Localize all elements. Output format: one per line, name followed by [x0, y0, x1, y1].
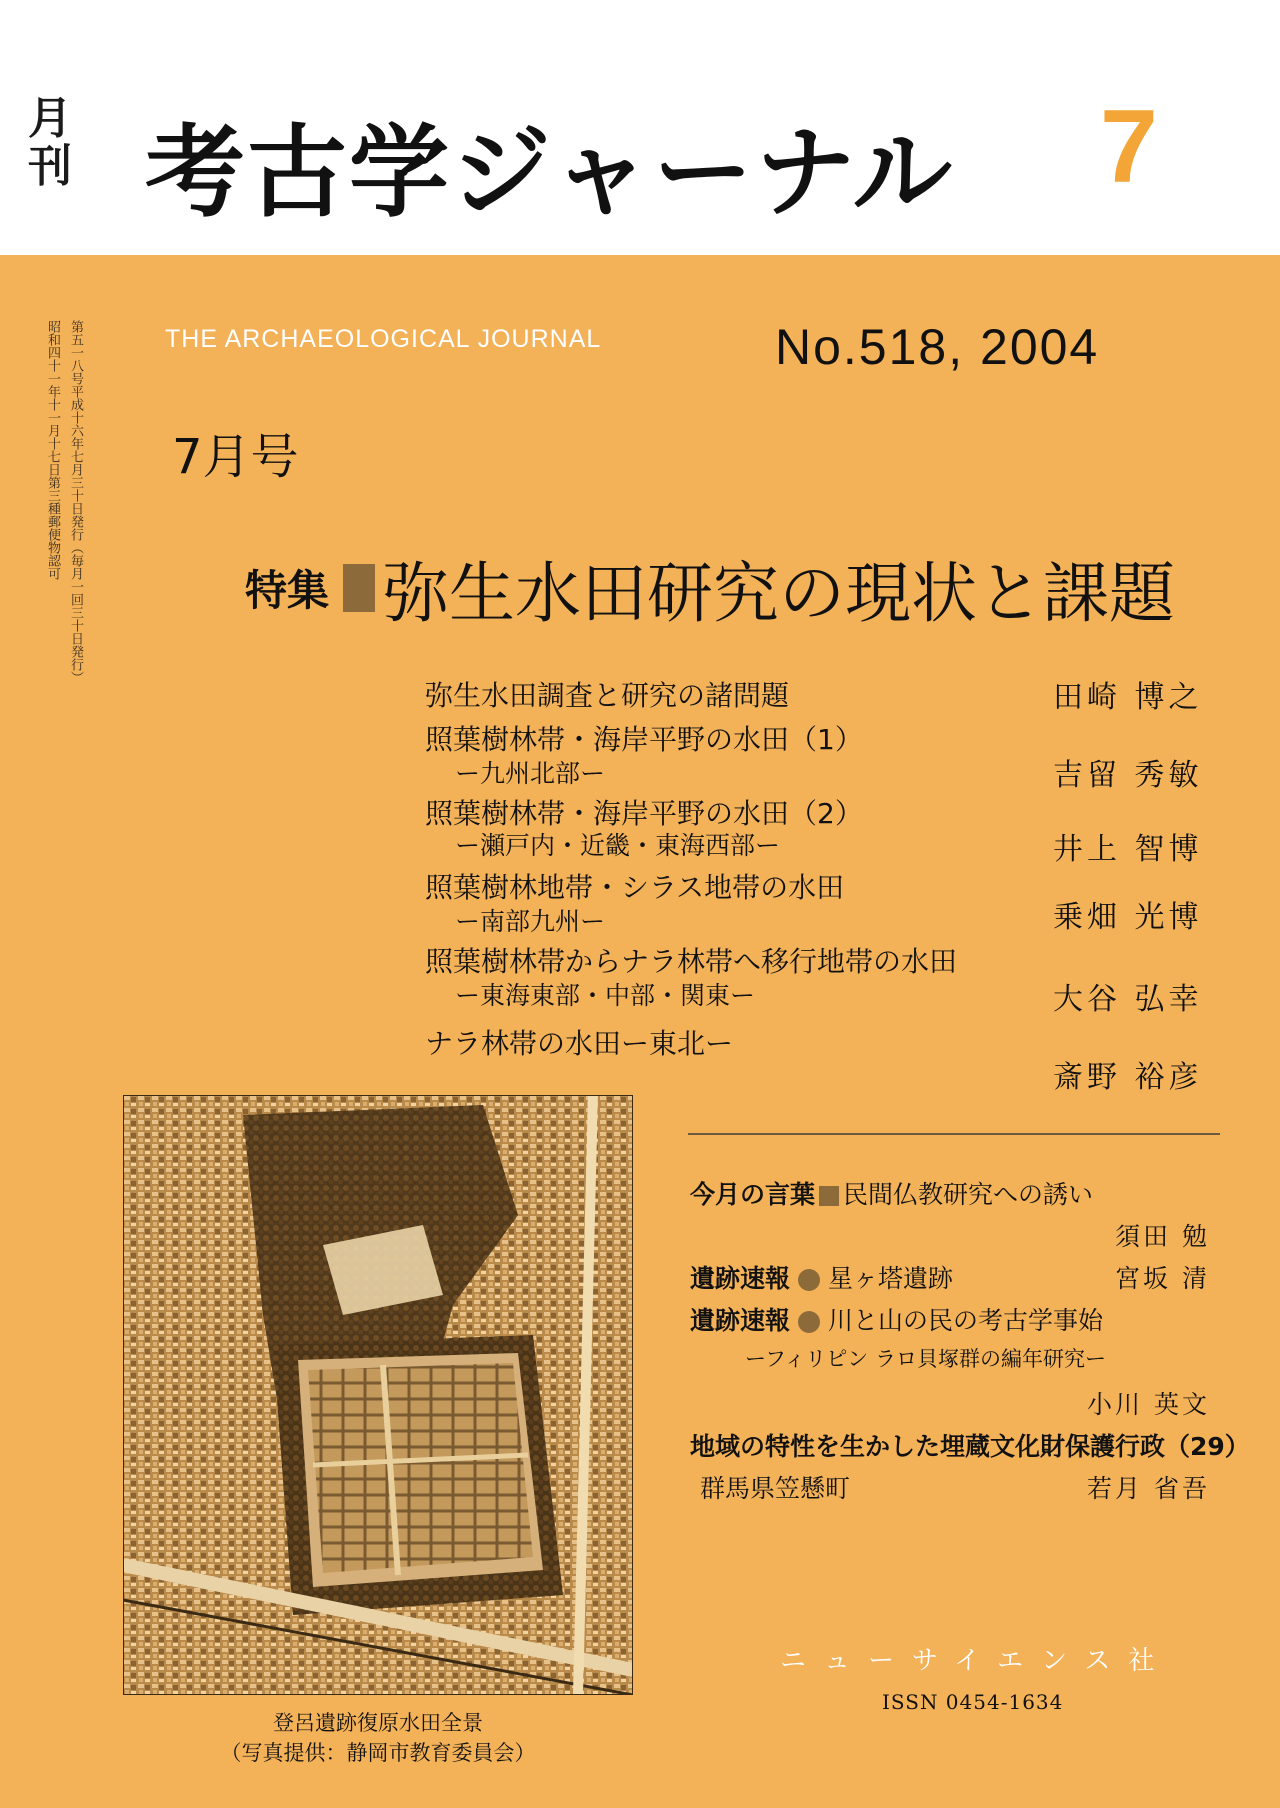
aerial-photo-image [123, 1095, 633, 1695]
issn: ISSN 0454-1634 [882, 1690, 1064, 1714]
masthead [0, 0, 1280, 255]
toc-title: 照葉樹林帯・海岸平野の水田（2） [425, 797, 863, 830]
publisher-name: ニューサイエンス社 [780, 1646, 1173, 1676]
toc-subtitle: ー九州北部ー [455, 759, 606, 788]
english-title: THE ARCHAEOLOGICAL JOURNAL [165, 325, 602, 353]
issue-number: No.518, 2004 [775, 319, 1100, 375]
photo-caption [123, 1708, 633, 1768]
monthly-char-1: 月 [28, 93, 72, 144]
toc-author: 乗畑 光博 [1053, 900, 1203, 935]
toc-subtitle: ー東海東部・中部・関東ー [455, 981, 756, 1010]
toc-title: 弥生水田調査と研究の諸問題 [425, 679, 790, 712]
report-label: 遺跡速報 [690, 1264, 791, 1293]
toc-title: 照葉樹林帯・海岸平野の水田（1） [425, 723, 863, 756]
report2-author: 小川 英文 [1087, 1390, 1210, 1419]
report-label: 遺跡速報 [690, 1306, 791, 1335]
report1-author: 宮坂 清 [1115, 1264, 1210, 1293]
series-title-text: 地域の特性を生かした埋蔵文化財保護行政（29） [690, 1432, 1250, 1461]
issue-month-number: 7 [1100, 89, 1158, 205]
aerial-photo [123, 1095, 633, 1695]
section-divider [688, 1133, 1220, 1135]
toc-author: 大谷 弘幸 [1053, 982, 1203, 1017]
circle-bullet-icon [798, 1269, 820, 1291]
toc-title: 照葉樹林地帯・シラス地帯の水田 [425, 871, 845, 904]
words-label: 今月の言葉 [690, 1180, 816, 1209]
monthly-label [28, 95, 72, 191]
toc-author: 斎野 裕彦 [1053, 1060, 1203, 1095]
feature-heading [245, 540, 1175, 635]
spine-line-2: 昭和四十一年十一月十七日第三種郵便物認可 [45, 320, 60, 580]
caption-line-2: （写真提供：静岡市教育委員会） [220, 1741, 536, 1765]
series-place: 群馬県笠懸町 [700, 1474, 851, 1503]
caption-line-1: 登呂遺跡復原水田全景 [273, 1711, 483, 1735]
spine-line-1: 第五一八号平成十六年七月三十日発行（毎月一回三十日発行） [68, 320, 83, 684]
toc-title: 照葉樹林帯からナラ林帯へ移行地帯の水田 [425, 945, 958, 978]
toc-author: 吉留 秀敏 [1053, 758, 1203, 793]
toc-subtitle: ー瀬戸内・近畿・東海西部ー [455, 831, 781, 860]
toc-subtitle: ー南部九州ー [455, 907, 606, 936]
site-report-entry [690, 1259, 1220, 1295]
monthly-char-2: 刊 [28, 141, 72, 192]
square-bullet-icon [343, 564, 375, 612]
words-title: 民間仏教研究への誘い [843, 1180, 1094, 1209]
site-report-entry [690, 1301, 1220, 1337]
toc-title: ナラ林帯の水田ー東北ー [425, 1027, 734, 1060]
square-bullet-icon [819, 1186, 839, 1206]
postal-registration-text [35, 320, 83, 684]
series-entry [690, 1469, 1220, 1505]
month-issue: 7月号 [172, 429, 299, 485]
report1-title: 星ヶ塔遺跡 [828, 1264, 954, 1293]
circle-bullet-icon [798, 1311, 820, 1333]
toc-author: 井上 智博 [1053, 832, 1203, 867]
feature-label: 特集 [245, 565, 330, 615]
toc-author: 田崎 博之 [1053, 680, 1203, 715]
feature-title: 弥生水田研究の現状と課題 [383, 555, 1176, 632]
report2-title: 川と山の民の考古学事始 [828, 1306, 1104, 1335]
magazine-title: 考古学ジャーナル [145, 114, 954, 231]
words-author: 須田 勉 [1115, 1222, 1210, 1251]
monthly-words-entry [690, 1175, 1220, 1211]
series-title [690, 1427, 1250, 1463]
report2-subtitle: ーフィリピン ラロ貝塚群の編年研究ー [745, 1347, 1106, 1371]
series-author: 若月 省吾 [1087, 1474, 1210, 1503]
